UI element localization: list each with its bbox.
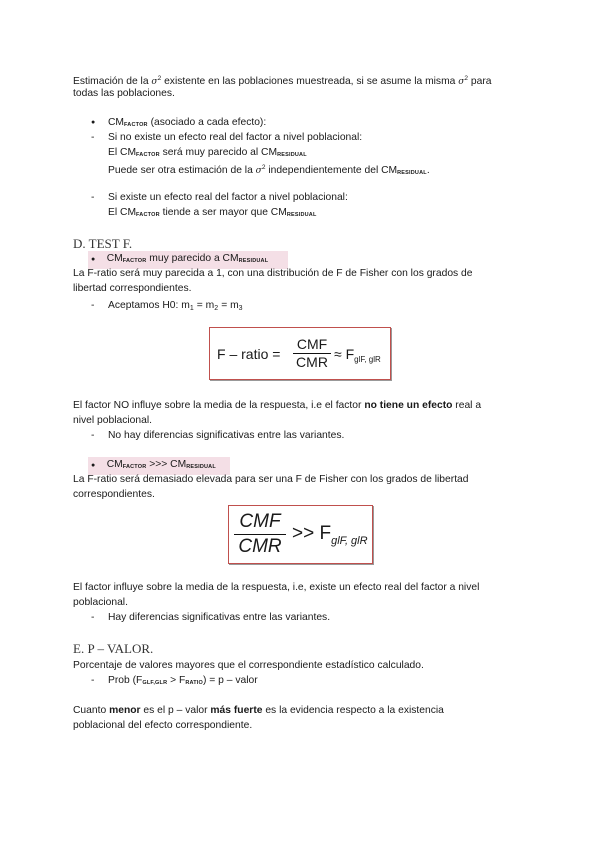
subscript: RESIDUAL: [277, 152, 307, 158]
text: independientemente del CM: [265, 165, 398, 176]
text: .: [426, 165, 430, 176]
dash-marker: -: [91, 430, 95, 441]
case1-paragraph-1: La F-ratio será muy parecida a 1, con una distribución de F de Fisher con los grados de: [73, 268, 473, 279]
dash-marker: -: [91, 675, 95, 686]
case1-conclusion-3: No hay diferencias significativas entre las variantes.: [108, 430, 345, 441]
effect-line-1: Si existe un efecto real del factor a nivel poblacional:: [108, 192, 348, 203]
sigma-symbol: σ: [458, 77, 465, 87]
subscript: 1: [189, 305, 194, 312]
case2-conclusion-3: Hay diferencias significativas entre las variantes.: [108, 612, 331, 623]
formula-fraction: [234, 510, 286, 559]
dash-marker: -: [91, 132, 95, 143]
text: Cuanto: [73, 705, 110, 716]
text: (asociado a cada efecto):: [147, 117, 267, 128]
no-effect-line-3: [108, 160, 430, 181]
formula-fraction: [293, 336, 331, 371]
fraction-denominator: CMR: [296, 354, 328, 370]
text: > F: [167, 675, 186, 686]
text: CM: [106, 459, 123, 470]
text: tiende a ser mayor que CM: [159, 207, 287, 218]
subscript: GLF,GLR: [142, 680, 168, 686]
subscript: 2: [214, 305, 219, 312]
bold-text: más fuerte: [210, 705, 263, 716]
formula-approx: [334, 346, 381, 364]
dash-marker: -: [91, 300, 95, 311]
subscript: RESIDUAL: [186, 464, 216, 470]
accept-h0: [108, 298, 243, 316]
no-effect-line-1: Si no existe un efecto real del factor a nivel poblacional:: [108, 132, 363, 143]
case2-conclusion-1: El factor influye sobre la media de la respuesta, i.e, existe un efecto real del factor a nivel: [73, 582, 480, 593]
text: muy parecido a CM: [146, 253, 239, 264]
prob-formula: [108, 673, 258, 691]
subscript: FACTOR: [136, 152, 160, 158]
sigma-symbol: σ: [255, 166, 262, 176]
subscript: 3: [238, 305, 243, 312]
p-value-conclusion-2: poblacional del efecto correspondiente.: [73, 720, 253, 731]
subscript: glF, glR: [354, 355, 381, 364]
case2-paragraph-2: correspondientes.: [73, 489, 155, 500]
case1-conclusion-2: nivel poblacional.: [73, 415, 152, 426]
formula-label: F – ratio =: [217, 346, 281, 362]
text: existente en las poblaciones muestreada, si se asume la misma: [161, 76, 459, 87]
text: El factor NO influye sobre la media de la respuesta, i.e el factor: [73, 400, 365, 411]
subscript: FACTOR: [122, 258, 147, 264]
subscript: FACTOR: [122, 464, 147, 470]
text: = m: [193, 300, 215, 311]
case1-conclusion-1: [73, 398, 481, 413]
dash-marker: -: [91, 192, 95, 203]
subscript: glF, glR: [331, 535, 368, 547]
superscript: 2: [157, 75, 162, 82]
text: Aceptamos H0: m: [108, 300, 190, 311]
bold-text: no tiene un efecto: [364, 400, 453, 411]
p-value-conclusion-1: [73, 703, 444, 718]
text: Estimación de la: [73, 76, 152, 87]
subscript: RESIDUAL: [238, 258, 269, 264]
case1-paragraph-2: libertad correspondientes.: [73, 283, 192, 294]
case2-paragraph-1: La F-ratio será demasiado elevada para ser una F de Fisher con los grados de libertad: [73, 474, 469, 485]
superscript: 2: [261, 164, 266, 171]
fraction-denominator: CMR: [238, 536, 282, 557]
subscript: FACTOR: [124, 122, 148, 128]
subscript: RESIDUAL: [397, 170, 427, 176]
fraction-numerator: CMF: [293, 336, 331, 354]
bullet-icon: ●: [91, 462, 96, 469]
formula-f-ratio-large-box: [228, 505, 373, 564]
text: es la evidencia respecto a la existencia: [262, 705, 444, 716]
subscript: FACTOR: [136, 212, 160, 218]
section-e-heading: E. P – VALOR.: [73, 641, 154, 656]
text: será muy parecido al CM: [159, 147, 278, 158]
text: >> F: [292, 523, 332, 544]
text: ≈ F: [334, 346, 355, 362]
text: El CM: [108, 207, 137, 218]
superscript: 2: [464, 75, 469, 82]
text: = m: [218, 300, 239, 311]
text: >>> CM: [146, 459, 187, 470]
intro-line-2: todas las poblaciones.: [73, 88, 175, 99]
dash-marker: -: [91, 612, 95, 623]
formula-much-greater: [292, 523, 368, 547]
bold-text: menor: [109, 705, 141, 716]
text: El CM: [108, 147, 137, 158]
case2-conclusion-2: poblacional.: [73, 597, 128, 608]
subscript: RESIDUAL: [286, 212, 317, 218]
sigma-symbol: σ: [151, 77, 158, 87]
text: es el p – valor: [140, 705, 211, 716]
text: CM: [108, 117, 125, 128]
p-value-definition: Porcentaje de valores mayores que el correspondiente estadístico calculado.: [73, 660, 424, 671]
text: CM: [106, 253, 123, 264]
text: para: [468, 76, 492, 87]
bullet-icon: ●: [91, 119, 96, 126]
formula-f-ratio-box: [209, 327, 391, 380]
text: Prob (F: [108, 675, 143, 686]
text: ) = p – valor: [203, 675, 258, 686]
text: Puede ser otra estimación de la: [108, 165, 256, 176]
fraction-numerator: CMF: [234, 510, 286, 535]
text: real a: [452, 400, 482, 411]
bullet-icon: ●: [91, 256, 96, 263]
subscript: RATIO: [185, 680, 204, 686]
effect-line-2: [108, 205, 317, 223]
section-d-heading: D. TEST F.: [73, 236, 133, 251]
